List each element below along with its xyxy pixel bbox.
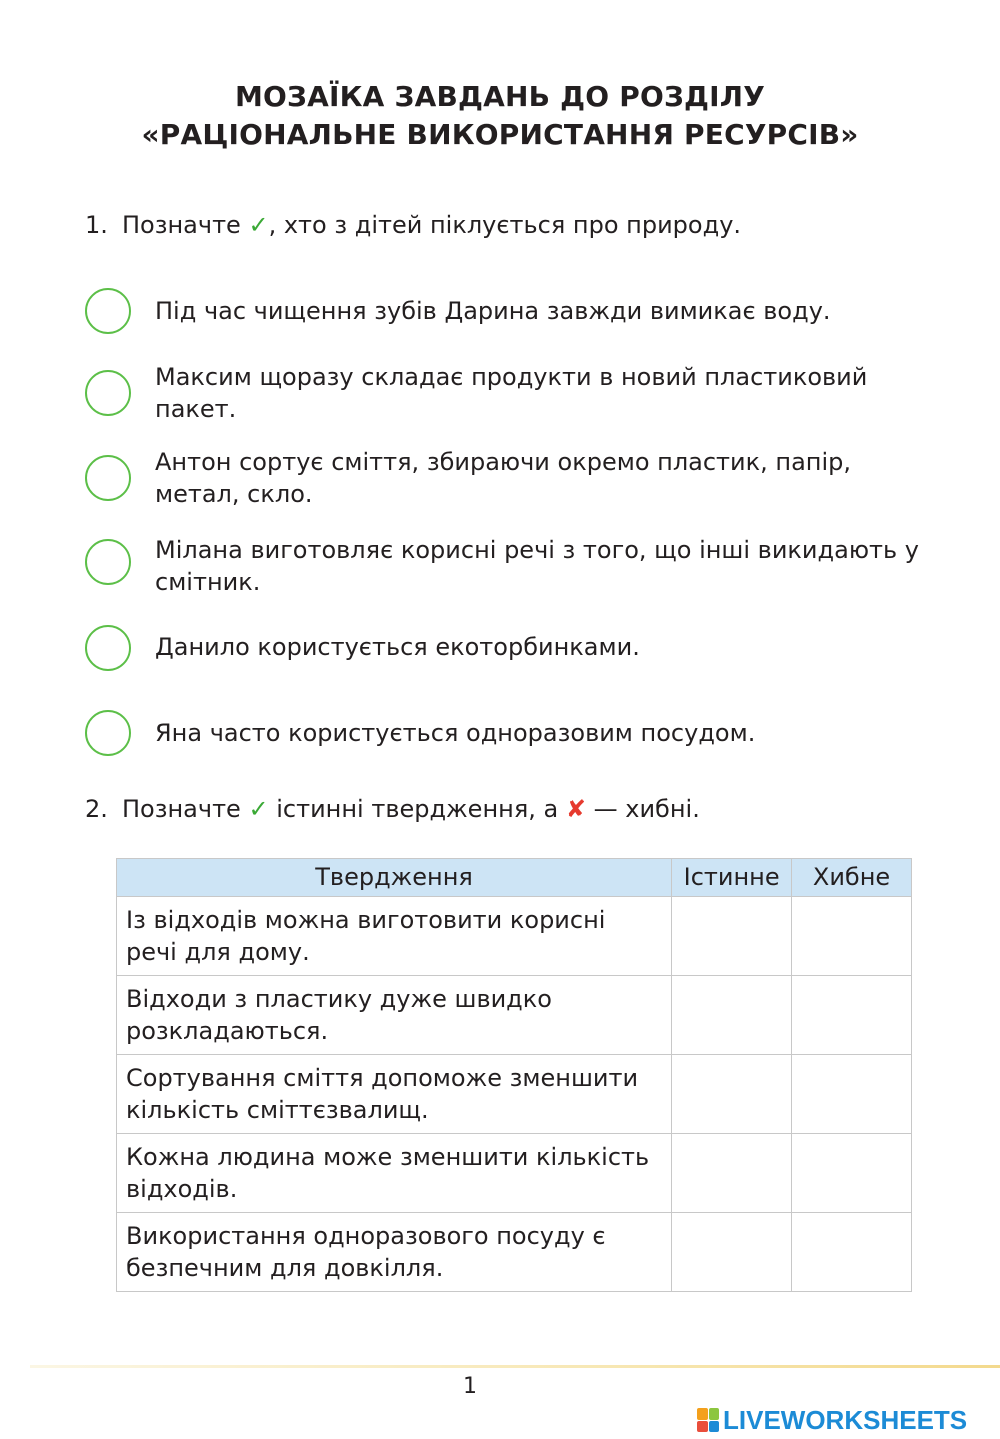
false-answer-cell[interactable] <box>792 1213 912 1292</box>
task-2-prefix: Позначте <box>122 795 241 823</box>
footer-divider <box>30 1365 1000 1368</box>
option-text: Під час чищення зубів Дарина завжди вимикає воду. <box>155 297 831 325</box>
brand-name: LIVEWORKSHEETS <box>723 1404 968 1435</box>
answer-circle[interactable] <box>85 288 131 334</box>
task-2-number: 2. <box>85 795 108 823</box>
table-header-row <box>117 859 912 897</box>
true-answer-cell[interactable] <box>672 976 792 1055</box>
task-1-instruction <box>85 210 741 240</box>
answer-circle[interactable] <box>85 539 131 585</box>
task-2-middle: істинні твердження, а <box>276 795 559 823</box>
answer-circle[interactable] <box>85 455 131 501</box>
task-1-suffix: , хто з дітей піклується про природу. <box>268 211 742 239</box>
table-row <box>117 897 912 976</box>
answer-circle[interactable] <box>85 625 131 671</box>
true-answer-cell[interactable] <box>672 1213 792 1292</box>
statement-text: Із відходів можна виготовити корисні речі для дому. <box>117 897 672 976</box>
header-true: Істинне <box>672 859 792 897</box>
option-text: Яна часто користується одноразовим посудом. <box>155 719 756 747</box>
statement-text: Кожна людина може зменшити кількість відходів. <box>117 1134 672 1213</box>
option-text: Максим щоразу складає продукти в новий пластиковий пакет. <box>155 363 868 423</box>
false-answer-cell[interactable] <box>792 1134 912 1213</box>
task-1-number: 1. <box>85 211 108 239</box>
table-row <box>117 976 912 1055</box>
header-false: Хибне <box>792 859 912 897</box>
option-text: Данило користується екоторбинками. <box>155 633 640 661</box>
statement-text: Сортування сміття допоможе зменшити кількість сміттєзвалищ. <box>117 1055 672 1134</box>
cross-mark-icon: ✘ <box>565 795 586 823</box>
task-1-prefix: Позначте <box>122 211 241 239</box>
answer-circle[interactable] <box>85 370 131 416</box>
title-line-1: МОЗАЇКА ЗАВДАНЬ ДО РОЗДІЛУ <box>234 80 766 113</box>
table-row <box>117 1055 912 1134</box>
true-answer-cell[interactable] <box>672 1134 792 1213</box>
check-mark-icon: ✓ <box>248 795 269 823</box>
liveworksheets-logo-icon <box>697 1408 719 1432</box>
check-mark-icon: ✓ <box>248 211 269 239</box>
statements-table <box>116 858 912 1292</box>
table-row <box>117 1134 912 1213</box>
statement-text: Використання одноразового посуду є безпечним для довкілля. <box>117 1213 672 1292</box>
true-answer-cell[interactable] <box>672 897 792 976</box>
option-text: Антон сортує сміття, збираючи окремо пластик, папір, метал, скло. <box>155 448 852 508</box>
task-2-suffix: — хибні. <box>593 795 700 823</box>
option-text: Мілана виготовляє корисні речі з того, що інші викидають у смітник. <box>155 536 919 596</box>
statement-text: Відходи з пластику дуже швидко розкладаються. <box>117 976 672 1055</box>
header-statement: Твердження <box>117 859 672 897</box>
false-answer-cell[interactable] <box>792 1055 912 1134</box>
answer-circle[interactable] <box>85 710 131 756</box>
false-answer-cell[interactable] <box>792 897 912 976</box>
false-answer-cell[interactable] <box>792 976 912 1055</box>
page-number: 1 <box>463 1374 477 1399</box>
brand-watermark <box>697 1403 967 1437</box>
task-2-instruction <box>85 794 700 824</box>
table-row <box>117 1213 912 1292</box>
true-answer-cell[interactable] <box>672 1055 792 1134</box>
title-line-2: «РАЦІОНАЛЬНЕ ВИКОРИСТАННЯ РЕСУРСІВ» <box>141 118 859 151</box>
worksheet-title <box>0 78 1000 154</box>
